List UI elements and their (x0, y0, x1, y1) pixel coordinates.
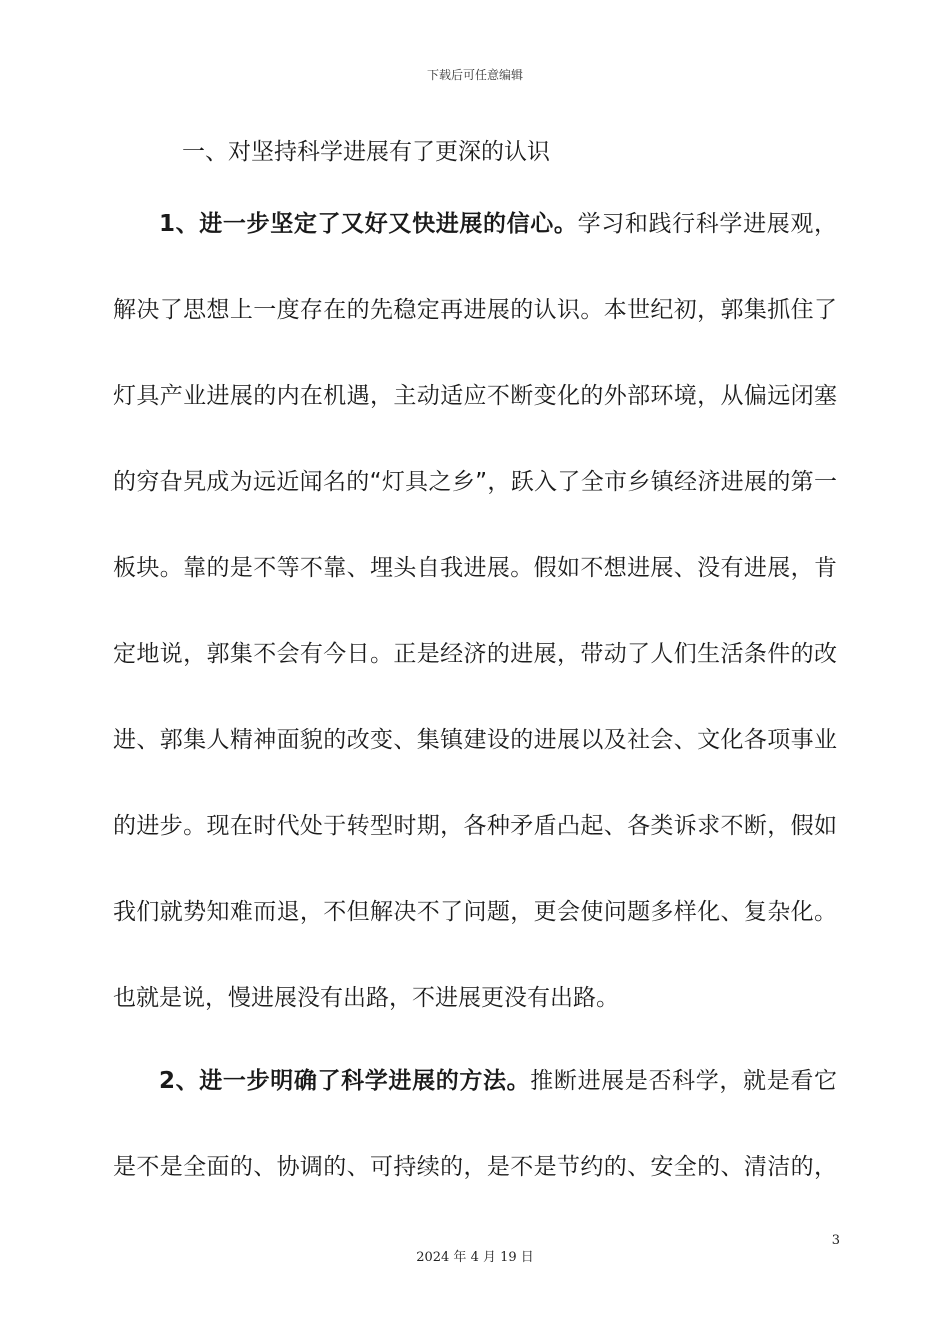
paragraph-line: 板块。靠的是不等不靠、埋头自我进展。假如不想进展、没有进展，肯 (113, 555, 837, 581)
paragraph-2-lead: 2、进一步明确了科学进展的方法。 (159, 1068, 531, 1094)
paragraph-line: 我们就势知难而退，不但解决不了问题，更会使问题多样化、复杂化。 (113, 899, 837, 925)
paragraph-1-lead: 1、进一步坚定了又好又快进展的信心。 (159, 211, 578, 237)
paragraph-line: 解决了思想上一度存在的先稳定再进展的认识。本世纪初，郭集抓住了 (113, 297, 837, 323)
paragraph-2-first-line (159, 1063, 837, 1099)
paragraph-line: 的进步。现在时代处于转型时期，各种矛盾凸起、各类诉求不断，假如 (113, 813, 837, 839)
paragraph-line: 灯具产业进展的内在机遇，主动适应不断变化的外部环境，从偏远闭塞 (113, 383, 837, 409)
paragraph-line: 进、郭集人精神面貌的改变、集镇建设的进展以及社会、文化各项事业 (113, 727, 837, 753)
paragraph-1-first-line (159, 206, 837, 242)
page-header-note: 下载后可任意编辑 (426, 68, 523, 82)
footer-date: 2024 年 4 月 19 日 (416, 1250, 534, 1265)
paragraph-1-line-1-text: 学习和践行科学进展观， (577, 211, 838, 237)
paragraph-2-line-1-text: 推断进展是否科学，就是看它 (530, 1068, 837, 1094)
paragraph-line-last: 也就是说，慢进展没有出路，不进展更没有出路。 (113, 985, 619, 1011)
paragraph-line: 是不是全面的、协调的、可持续的，是不是节约的、安全的、清洁的， (113, 1154, 837, 1180)
paragraph-line: 定地说，郭集不会有今日。正是经济的进展，带动了人们生活条件的改 (113, 641, 837, 667)
paragraph-line: 的穷旮旯成为远近闻名的“灯具之乡”，跃入了全市乡镇经济进展的第一 (113, 469, 837, 495)
page-number: 3 (831, 1233, 840, 1248)
section-heading: 一、对坚持科学进展有了更深的认识 (182, 139, 550, 165)
